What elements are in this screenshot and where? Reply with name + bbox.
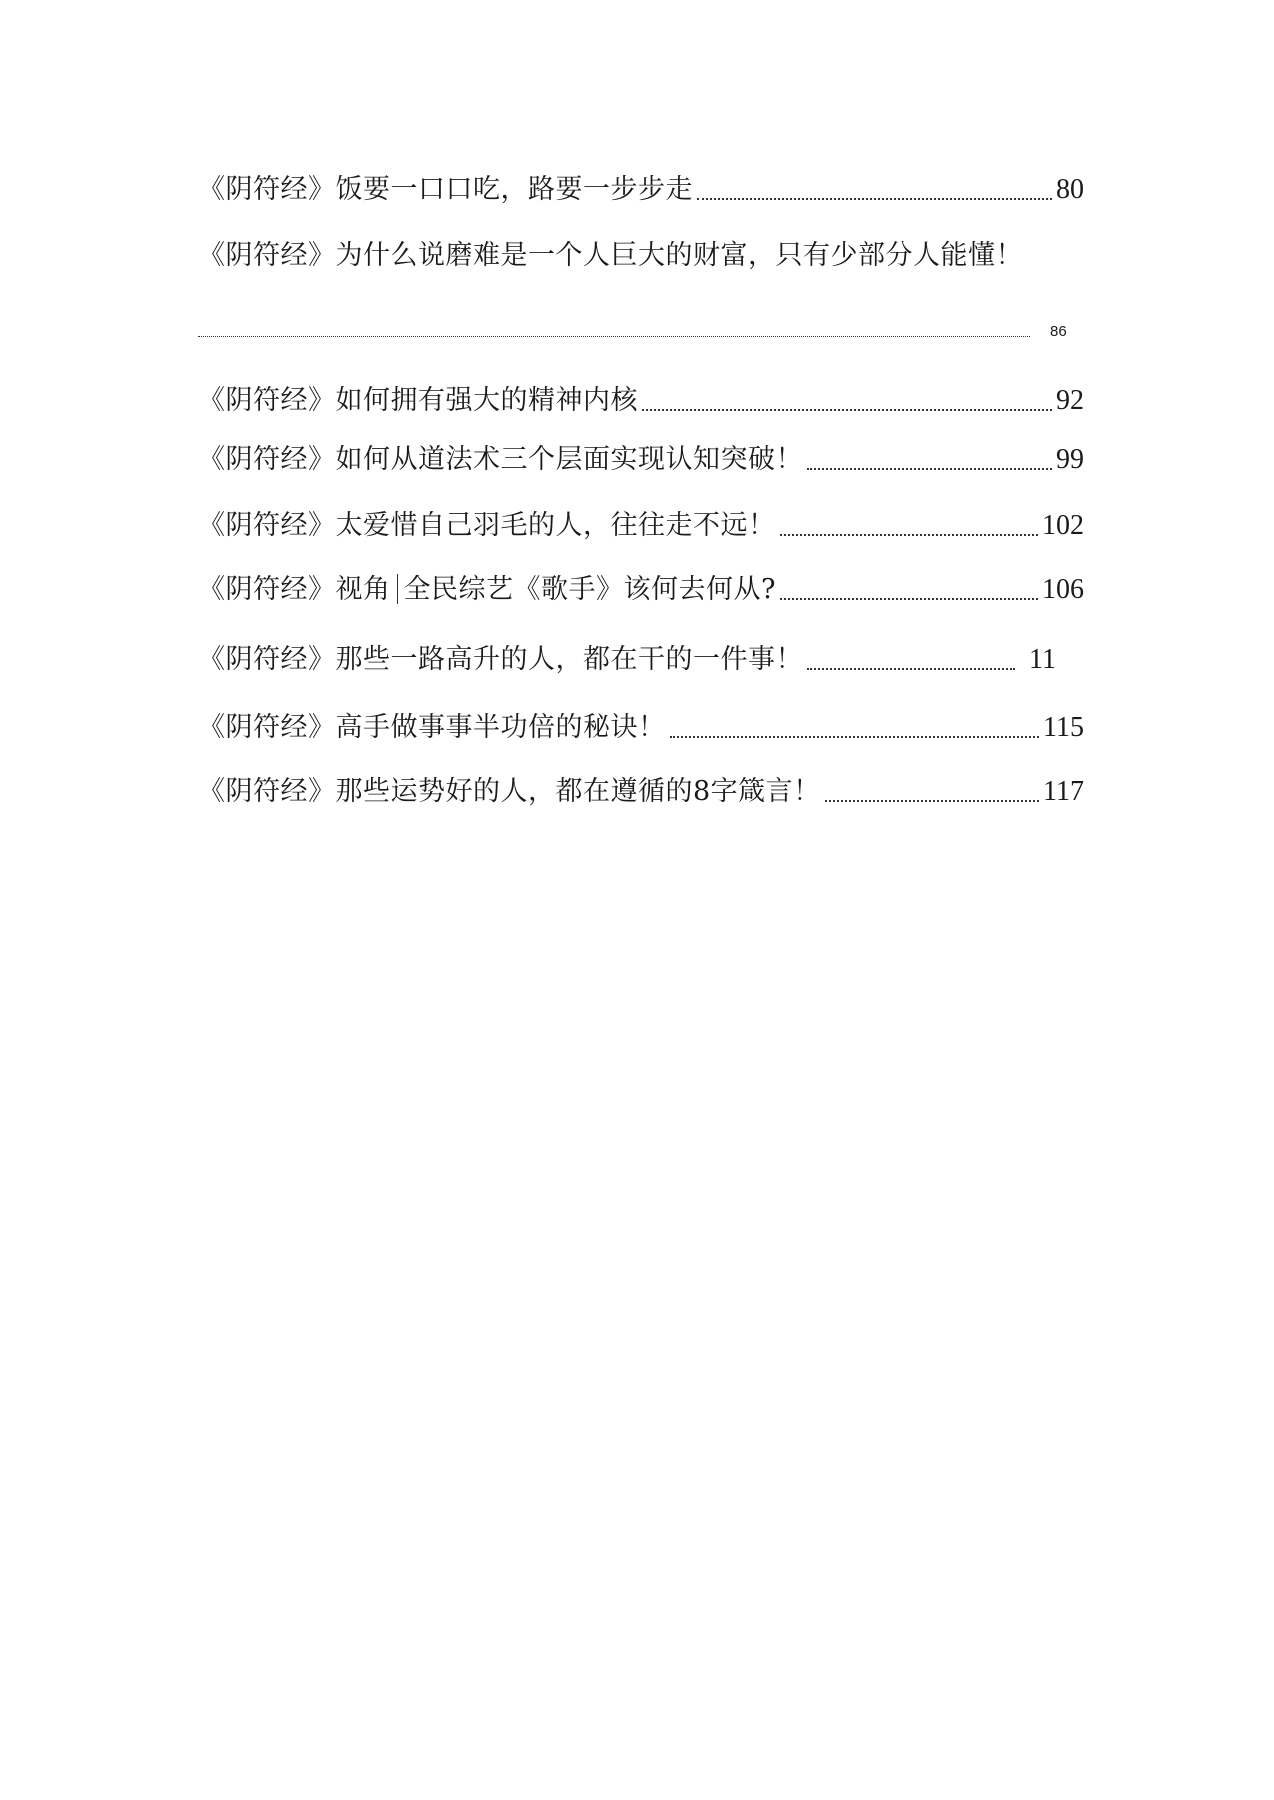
toc-entry-page: 102	[1042, 510, 1084, 541]
toc-entry-title: 《阴符经》那些一路高升的人，都在干的一件事！	[198, 644, 803, 675]
toc-leader-dots	[825, 800, 1039, 802]
toc-entry[interactable]	[198, 442, 1084, 478]
toc-entry-continuation	[198, 318, 1067, 342]
toc-leader-dots	[198, 336, 1030, 337]
toc-entry-title: 《阴符经》如何从道法术三个层面实现认知突破！	[198, 444, 803, 475]
toc-entry[interactable]	[198, 572, 1084, 608]
toc-entry-title: 《阴符经》饭要一口口吃，路要一步步走	[198, 174, 693, 205]
toc-entry-page: 117	[1043, 776, 1084, 807]
toc-entry-title: 《阴符经》那些运势好的人，都在遵循的8字箴言！	[198, 776, 821, 807]
toc-leader-dots	[807, 668, 1015, 670]
toc-leader-dots	[807, 468, 1052, 470]
toc-entry-title: 《阴符经》太爱惜自己羽毛的人，往往走不远！	[198, 510, 776, 541]
toc-entry-title-part1: 《阴符经》视角	[198, 574, 391, 605]
vertical-separator	[397, 574, 398, 604]
toc-entry-page: 106	[1042, 574, 1084, 605]
toc-entry-title: 《阴符经》高手做事事半功倍的秘诀！	[198, 712, 666, 743]
toc-entry-page: 80	[1056, 174, 1084, 205]
toc-entry[interactable]	[198, 642, 1056, 678]
toc-entry-title: 《阴符经》如何拥有强大的精神内核	[198, 385, 638, 416]
toc-entry-page: 115	[1043, 712, 1084, 743]
toc-entry[interactable]	[198, 508, 1084, 544]
toc-leader-dots	[697, 198, 1052, 200]
toc-leader-dots	[670, 736, 1040, 738]
toc-leader-dots	[780, 598, 1038, 600]
toc-entry[interactable]	[198, 383, 1084, 419]
toc-leader-dots	[642, 409, 1052, 411]
toc-entry-page: 11	[1029, 644, 1056, 675]
toc-leader-dots	[780, 534, 1039, 536]
toc-entry[interactable]	[198, 774, 1084, 810]
toc-entry[interactable]	[198, 710, 1084, 746]
toc-entry-title-part2: 全民综艺《歌手》该何去何从?	[403, 574, 776, 605]
toc-entry-page: 86	[1050, 323, 1067, 340]
toc-entry-page: 99	[1056, 444, 1084, 475]
toc-entry-page: 92	[1056, 385, 1084, 416]
toc-entry[interactable]	[198, 172, 1084, 208]
toc-entry-title[interactable]: 《阴符经》为什么说磨难是一个人巨大的财富，只有少部分人能懂！	[198, 240, 1023, 271]
toc-entry-title	[198, 572, 776, 608]
